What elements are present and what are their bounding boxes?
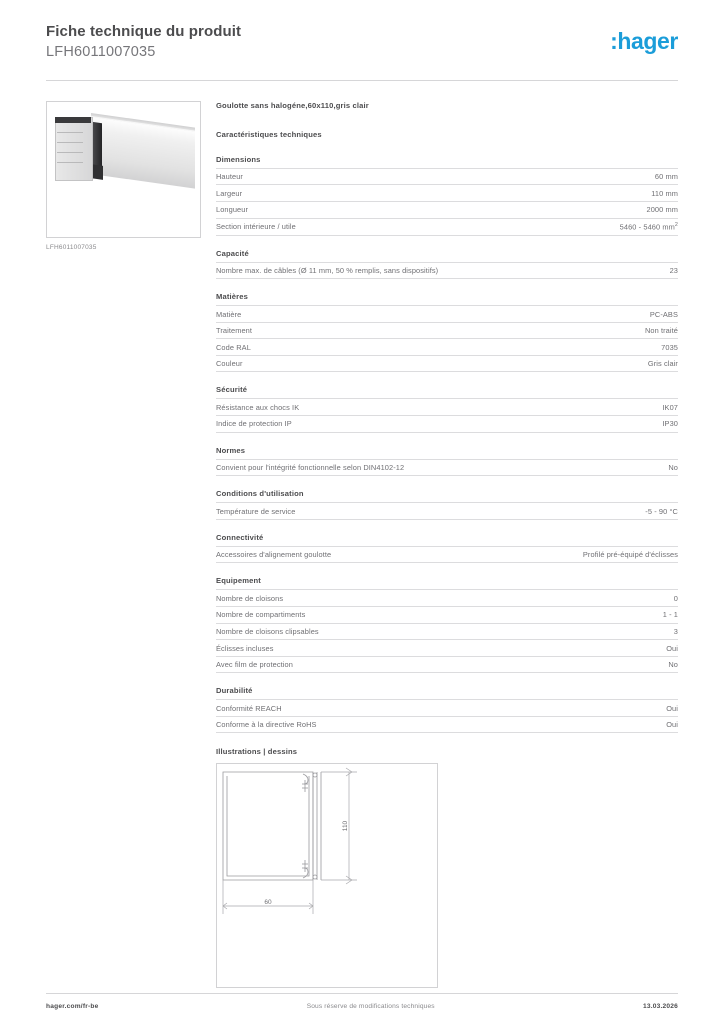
specification-row	[216, 546, 678, 564]
specification-label: Section intérieure / utile	[216, 222, 296, 232]
specification-value	[620, 222, 678, 231]
specifications-column	[201, 101, 678, 989]
page-body	[46, 81, 678, 989]
specification-group-heading: Connectivité	[216, 532, 264, 542]
specification-row	[216, 502, 678, 520]
header-titles	[46, 22, 241, 63]
specification-row	[216, 168, 678, 185]
specification-label: Avec film de protection	[216, 660, 293, 670]
specification-label: Nombre de cloisons clipsables	[216, 626, 319, 636]
specification-value-text: 5460 - 5460 mm	[619, 222, 675, 232]
specification-value: 0	[673, 593, 678, 603]
specification-group-heading: Dimensions	[216, 154, 261, 164]
trunking-profile-illustration	[53, 114, 195, 186]
specification-label: Longueur	[216, 205, 249, 215]
specification-group-heading: Normes	[216, 445, 246, 455]
specification-group-heading: Matières	[216, 292, 249, 302]
specification-groups	[216, 155, 678, 734]
footer-date: 13.03.2026	[642, 1003, 678, 1010]
specification-value: Gris clair	[647, 359, 678, 369]
specification-row	[216, 355, 678, 373]
footer-website[interactable]: hager.com/fr-be	[46, 1003, 99, 1010]
specification-group	[216, 686, 678, 733]
product-reference: LFH6011007035	[46, 44, 156, 61]
specification-row	[216, 606, 678, 623]
profile-top-lip	[55, 117, 91, 123]
specification-group	[216, 292, 678, 372]
profile-rib	[57, 152, 83, 153]
technical-drawing	[216, 763, 438, 988]
specification-row	[216, 201, 678, 218]
specification-value: 3	[673, 626, 678, 636]
profile-rib	[57, 162, 83, 163]
profile-rib	[57, 142, 83, 143]
specification-group-heading: Equipement	[216, 576, 261, 586]
page-header	[46, 0, 678, 63]
specification-label: Hauteur	[216, 172, 243, 182]
specification-value: Profilé pré-équipé d'éclisses	[582, 550, 678, 560]
specification-group-heading: Sécurité	[216, 385, 248, 395]
specification-value: 110 mm	[651, 188, 678, 198]
specification-value: Oui	[666, 643, 678, 653]
specification-row	[216, 184, 678, 201]
specification-label: Accessoires d'alignement goulotte	[216, 550, 332, 560]
specification-row	[216, 415, 678, 433]
hager-logo: :hager	[610, 28, 678, 54]
specification-row	[216, 716, 678, 734]
specification-label: Résistance aux chocs IK	[216, 402, 300, 412]
specification-value: No	[668, 660, 678, 670]
specification-group-heading: Conditions d'utilisation	[216, 489, 304, 499]
specification-value: 23	[669, 265, 678, 275]
specification-row	[216, 262, 678, 280]
specification-row	[216, 699, 678, 716]
specification-label: Indice de protection IP	[216, 419, 292, 429]
specification-value: No	[668, 463, 678, 473]
specification-group	[216, 249, 678, 280]
footer-disclaimer: Sous réserve de modifications techniques	[306, 1003, 435, 1010]
specification-label: Code RAL	[216, 342, 251, 352]
specification-label: Conformité REACH	[216, 703, 282, 713]
specification-value: Oui	[666, 703, 678, 713]
specification-value: 7035	[661, 342, 678, 352]
specification-label: Matière	[216, 309, 242, 319]
specification-group	[216, 576, 678, 673]
specification-label: Éclisses incluses	[216, 643, 274, 653]
specification-row	[216, 623, 678, 640]
specification-group-heading: Capacité	[216, 248, 249, 258]
specification-group	[216, 489, 678, 520]
specification-label: Traitement	[216, 326, 253, 336]
specification-group	[216, 533, 678, 564]
specification-value: IK07	[662, 402, 678, 412]
page-title: Fiche technique du produit	[46, 23, 242, 40]
specification-label: Largeur	[216, 188, 243, 198]
specification-row	[216, 338, 678, 355]
specification-row	[216, 589, 678, 606]
specifications-title: Caractéristiques techniques	[216, 129, 322, 139]
specification-value: 60 mm	[654, 172, 678, 182]
specification-group	[216, 155, 678, 236]
specification-value: PC-ABS	[649, 309, 678, 319]
product-photo	[46, 101, 201, 238]
specification-row	[216, 656, 678, 674]
product-description: Goulotte sans halogéne,60x110,gris clair	[216, 100, 369, 110]
profile-rib	[57, 132, 83, 133]
specification-value: -5 - 90 °C	[645, 506, 678, 516]
specification-value: Non traité	[644, 326, 678, 336]
specification-label: Nombre max. de câbles (Ø 11 mm, 50 % remplis, sans dispositifs)	[216, 265, 439, 275]
specification-row	[216, 322, 678, 339]
specification-row	[216, 218, 678, 236]
specification-group-heading: Durabilité	[216, 686, 253, 696]
product-image-column	[46, 101, 201, 251]
drawing-width-dimension-label: 60	[264, 899, 272, 907]
specification-label: Convient pour l'intégrité fonctionnelle selon DIN4102-12	[216, 463, 405, 473]
specification-value: 1 - 1	[662, 610, 678, 620]
specification-label: Couleur	[216, 359, 243, 369]
profile-end-section	[55, 117, 93, 181]
specification-row	[216, 639, 678, 656]
specification-row	[216, 459, 678, 477]
specification-value: Oui	[666, 720, 678, 730]
specification-label: Nombre de compartiments	[216, 610, 306, 620]
specification-label: Conforme à la directive RoHS	[216, 720, 317, 730]
specification-row	[216, 398, 678, 415]
drawing-height-dimension-label: 110	[342, 821, 349, 832]
specification-row	[216, 305, 678, 322]
specification-value-superscript: 2	[674, 221, 678, 228]
specification-label: Nombre de cloisons	[216, 593, 284, 603]
specification-label: Température de service	[216, 506, 296, 516]
specification-value: 2000 mm	[646, 205, 678, 215]
product-photo-caption: LFH6011007035	[46, 243, 97, 251]
specification-group	[216, 446, 678, 477]
drawing-svg	[217, 764, 437, 987]
specification-value: IP30	[662, 419, 678, 429]
specification-group	[216, 385, 678, 432]
drawings-heading: Illustrations | dessins	[216, 747, 298, 757]
page-footer	[46, 993, 678, 1010]
